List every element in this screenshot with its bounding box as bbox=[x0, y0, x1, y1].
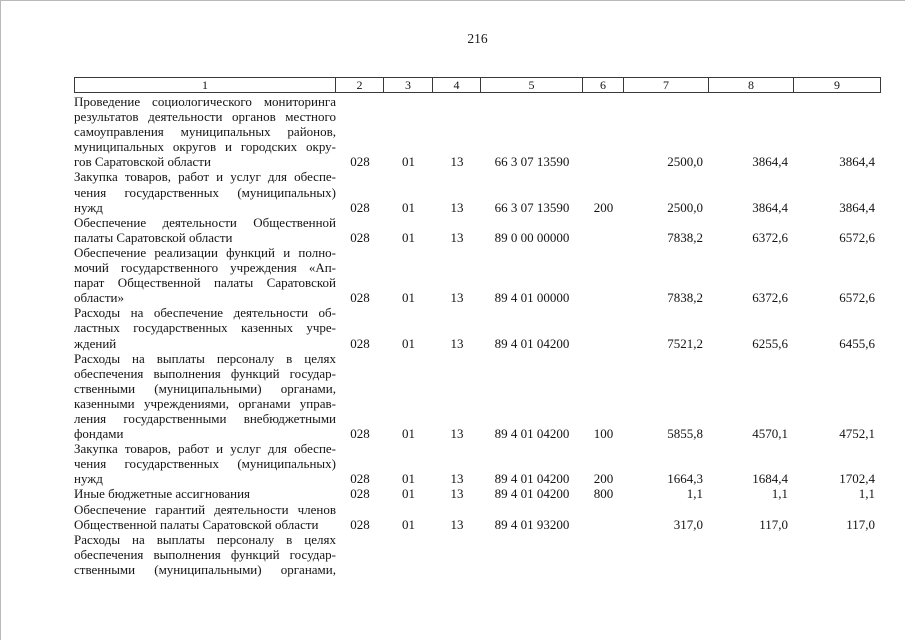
table-row bbox=[74, 305, 881, 350]
cell-amount-col7: 7521,2 bbox=[667, 335, 703, 351]
cell-code-col3: 01 bbox=[402, 229, 415, 245]
cell-code-col4: 13 bbox=[450, 426, 464, 442]
cell-code-col6: 200 bbox=[593, 199, 614, 215]
header-cell-2: 2 bbox=[336, 78, 384, 92]
description-line: Иные бюджетные ассигнования bbox=[74, 486, 251, 502]
cell-code-col2: 028 bbox=[350, 426, 370, 442]
cell-code-col4: 13 bbox=[450, 290, 464, 306]
description-line: муниципальных округов и городских окру- bbox=[74, 139, 336, 155]
cell-amount-col8: 6372,6 bbox=[752, 290, 788, 306]
cell-amount-col8: 4570,1 bbox=[752, 426, 788, 442]
cell-amount-col8: 117,0 bbox=[759, 516, 788, 532]
cell-amount-col9: 6455,6 bbox=[839, 335, 875, 351]
table-row bbox=[74, 532, 881, 577]
header-cell-5: 5 bbox=[481, 78, 583, 92]
table-row bbox=[74, 502, 881, 532]
row-description bbox=[74, 486, 336, 501]
description-line: Проведение социологического мониторинга bbox=[74, 94, 336, 109]
cell-code-col6: 200 bbox=[593, 471, 614, 487]
cell-code-col3: 01 bbox=[402, 516, 415, 532]
cell-code-col5: 89 4 01 93200 bbox=[494, 516, 570, 532]
description-line: казенными учреждениями, органами управ- bbox=[74, 395, 336, 411]
description-line: гов Саратовской области bbox=[74, 154, 211, 170]
description-line: области» bbox=[74, 290, 124, 306]
cell-code-col3: 01 bbox=[402, 154, 415, 170]
document-content bbox=[74, 31, 881, 577]
cell-amount-col7: 1,1 bbox=[686, 486, 703, 502]
cell-amount-col9: 117,0 bbox=[846, 516, 875, 532]
description-line: Расходы на обеспечение деятельности об- bbox=[74, 305, 336, 321]
cell-amount-col9: 3864,4 bbox=[839, 154, 875, 170]
description-line: чения государственных (муниципальных) bbox=[74, 184, 336, 200]
cell-code-col2: 028 bbox=[350, 290, 370, 306]
cell-code-col5: 66 3 07 13590 bbox=[494, 199, 570, 215]
description-line: Обеспечение деятельности Общественной bbox=[74, 214, 336, 230]
description-line: мочий государственного учреждения «Ап- bbox=[74, 260, 336, 276]
description-line: фондами bbox=[74, 426, 124, 442]
cell-code-col4: 13 bbox=[450, 229, 464, 245]
cell-code-col2: 028 bbox=[350, 199, 370, 215]
cell-code-col3: 01 bbox=[402, 426, 415, 442]
cell-amount-col8: 3864,4 bbox=[752, 154, 788, 170]
description-line: ластных государственных казенных учре- bbox=[74, 320, 336, 336]
description-line: самоуправления муниципальных районов, bbox=[74, 124, 336, 140]
cell-amount-col8: 1,1 bbox=[771, 486, 788, 502]
description-line: парат Общественной палаты Саратовской bbox=[74, 275, 336, 291]
cell-code-col4: 13 bbox=[450, 154, 464, 170]
cell-code-col2: 028 bbox=[350, 516, 370, 532]
description-line: чения государственных (муниципальных) bbox=[74, 456, 336, 472]
cell-code-col2: 028 bbox=[350, 486, 370, 502]
cell-amount-col9: 6572,6 bbox=[839, 290, 875, 306]
description-line: Расходы на выплаты персоналу в целях bbox=[74, 350, 336, 366]
cell-amount-col7: 5855,8 bbox=[667, 426, 703, 442]
cell-code-col4: 13 bbox=[450, 471, 464, 487]
cell-code-col5: 66 3 07 13590 bbox=[494, 154, 570, 170]
description-line: обеспечения выполнения функций государ- bbox=[74, 365, 336, 381]
description-line: результатов деятельности органов местного bbox=[74, 109, 336, 125]
row-description bbox=[74, 245, 336, 305]
cell-amount-col7: 1664,3 bbox=[667, 471, 703, 487]
cell-code-col2: 028 bbox=[350, 154, 370, 170]
cell-code-col3: 01 bbox=[402, 335, 415, 351]
description-line: нужд bbox=[74, 471, 103, 487]
row-description bbox=[74, 441, 336, 486]
row-description bbox=[74, 351, 336, 442]
cell-amount-col7: 317,0 bbox=[673, 516, 703, 532]
header-cell-8: 8 bbox=[709, 78, 794, 92]
cell-code-col5: 89 0 00 00000 bbox=[494, 229, 570, 245]
cell-code-col2: 028 bbox=[350, 229, 370, 245]
header-cell-7: 7 bbox=[624, 78, 709, 92]
row-description bbox=[74, 502, 336, 532]
row-description bbox=[74, 215, 336, 245]
description-line: Закупка товаров, работ и услуг для обеспе- bbox=[74, 441, 336, 457]
cell-amount-col8: 6255,6 bbox=[752, 335, 788, 351]
description-line: ления государственными внебюджетными bbox=[74, 410, 336, 426]
description-line: Общественной палаты Саратовской области bbox=[74, 516, 319, 532]
row-description bbox=[74, 94, 336, 169]
table-row bbox=[74, 169, 881, 214]
description-line: палаты Саратовской области bbox=[74, 229, 233, 245]
cell-code-col2: 028 bbox=[350, 471, 370, 487]
header-cell-3: 3 bbox=[384, 78, 433, 92]
header-cell-9: 9 bbox=[834, 77, 840, 92]
header-cell-4: 4 bbox=[433, 78, 481, 92]
row-description bbox=[74, 532, 336, 577]
cell-code-col3: 01 bbox=[402, 199, 415, 215]
cell-code-col4: 13 bbox=[450, 335, 464, 351]
row-description bbox=[74, 305, 336, 350]
description-line: Закупка товаров, работ и услуг для обеспе- bbox=[74, 169, 336, 185]
cell-amount-col8: 6372,6 bbox=[752, 229, 788, 245]
header-cell-1: 1 bbox=[75, 78, 336, 92]
cell-amount-col7: 7838,2 bbox=[667, 290, 703, 306]
description-line: ждений bbox=[74, 335, 117, 351]
cell-code-col3: 01 bbox=[402, 290, 415, 306]
cell-amount-col9: 3864,4 bbox=[839, 199, 875, 215]
cell-code-col3: 01 bbox=[402, 471, 415, 487]
cell-amount-col7: 2500,0 bbox=[667, 154, 703, 170]
cell-code-col5: 89 4 01 04200 bbox=[494, 426, 570, 442]
cell-code-col3: 01 bbox=[402, 486, 415, 502]
table-header-row bbox=[74, 77, 881, 93]
cell-code-col2: 028 bbox=[350, 335, 370, 351]
table-row bbox=[74, 215, 881, 245]
cell-code-col4: 13 bbox=[450, 199, 464, 215]
cell-amount-col9: 1702,4 bbox=[839, 471, 875, 487]
budget-table-body bbox=[74, 94, 881, 577]
cell-amount-col9: 6572,6 bbox=[839, 229, 875, 245]
cell-code-col4: 13 bbox=[450, 516, 464, 532]
cell-code-col5: 89 4 01 04200 bbox=[494, 471, 570, 487]
cell-code-col6: 800 bbox=[593, 486, 614, 502]
table-row bbox=[74, 245, 881, 305]
cell-amount-col7: 2500,0 bbox=[667, 199, 703, 215]
cell-amount-col7: 7838,2 bbox=[667, 229, 703, 245]
cell-code-col5: 89 4 01 04200 bbox=[494, 335, 570, 351]
page-number: 216 bbox=[467, 31, 488, 46]
table-row bbox=[74, 486, 881, 501]
cell-code-col5: 89 4 01 00000 bbox=[494, 290, 570, 306]
description-line: ственными (муниципальными) органами, bbox=[74, 380, 336, 396]
cell-amount-col9: 1,1 bbox=[858, 486, 875, 502]
cell-code-col4: 13 bbox=[450, 486, 464, 502]
cell-code-col6: 100 bbox=[593, 426, 614, 442]
description-line: Обеспечение гарантий деятельности членов bbox=[74, 501, 336, 517]
table-row bbox=[74, 351, 881, 442]
cell-code-col5: 89 4 01 04200 bbox=[494, 486, 570, 502]
row-description bbox=[74, 169, 336, 214]
table-row bbox=[74, 94, 881, 169]
table-row bbox=[74, 441, 881, 486]
cell-amount-col8: 1684,4 bbox=[752, 471, 788, 487]
header-cell-6: 6 bbox=[583, 78, 624, 92]
description-line: обеспечения выполнения функций государ- bbox=[74, 546, 336, 562]
cell-amount-col9: 4752,1 bbox=[839, 426, 875, 442]
description-line: ственными (муниципальными) органами, bbox=[74, 561, 336, 577]
description-line: нужд bbox=[74, 199, 103, 215]
cell-amount-col8: 3864,4 bbox=[752, 199, 788, 215]
description-line: Расходы на выплаты персоналу в целях bbox=[74, 531, 336, 547]
description-line: Обеспечение реализации функций и полно- bbox=[74, 244, 336, 260]
